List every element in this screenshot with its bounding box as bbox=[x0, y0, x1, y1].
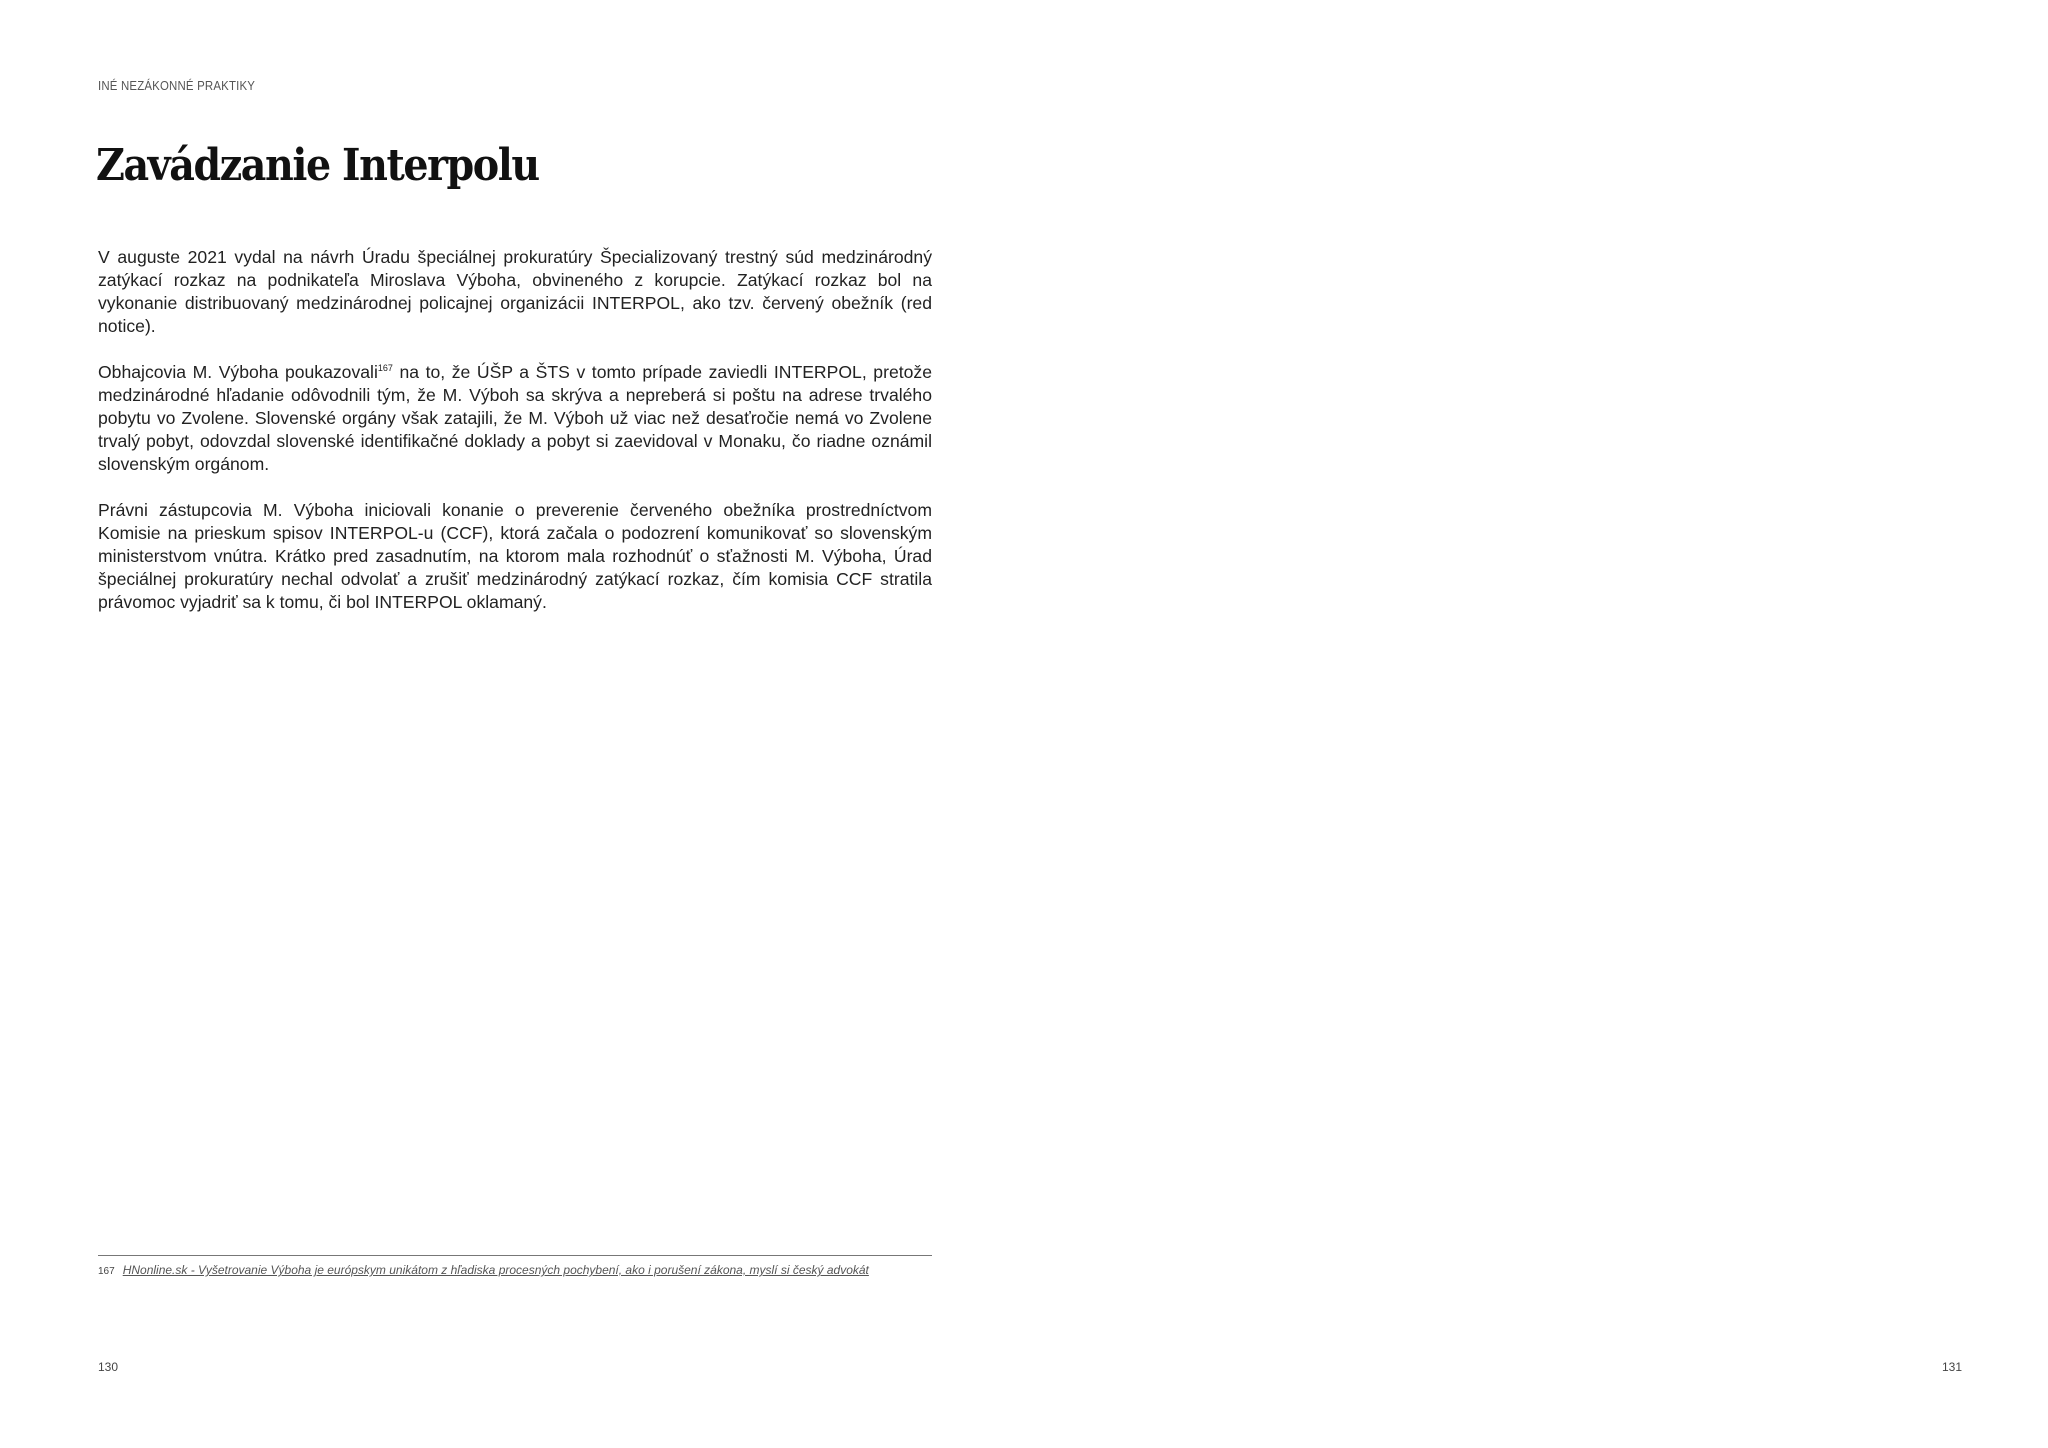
page-number-right: 131 bbox=[1942, 1360, 1963, 1374]
page-number-left: 130 bbox=[98, 1360, 119, 1374]
footnote-divider bbox=[98, 1255, 932, 1256]
paragraph-1: V auguste 2021 vydal na návrh Úradu špeciálnej prokuratúry Špecializovaný trestný súd medzinárodný zatýkací rozkaz na podnikateľa Miroslava Výboha, obvineného z korupcie. Zatýkací rozkaz bol na vykonanie distribuovaný medzinárodnej policajnej organizácii INTERPOL, ako tzv. červený obežník (red notice). bbox=[98, 247, 932, 336]
section-label: INÉ NEZÁKONNÉ PRAKTIKY bbox=[98, 78, 256, 93]
footnote-reference[interactable]: 167 bbox=[377, 363, 393, 373]
paragraph-2-rest: na to, že ÚŠP a ŠTS v tomto prípade zaviedli INTERPOL, pretože medzinárodné hľadanie odôvodnili tým, že M. Výboh sa skrýva a nepreberá si poštu na adrese trvalého pobytu vo Zvolene. Slovenské orgány však zatajili, že M. Výboh už viac než desaťročie nemá vo Zvolene trvalý pobyt, odovzdal slovenské identifikačné doklady a pobyt si zaevidoval v Monaku, čo riadne oznámil slovenským orgánom. bbox=[98, 362, 932, 474]
footnote-link[interactable]: HNonline.sk - Vyšetrovanie Výboha je európskym unikátom z hľadiska procesných pochybení, ako i porušení zákona, myslí si český advokát bbox=[122, 1263, 869, 1277]
footnote-number: 167 bbox=[98, 1266, 115, 1277]
paragraph-2 bbox=[98, 361, 932, 476]
footnote bbox=[98, 1263, 998, 1277]
article-body bbox=[98, 246, 932, 637]
paragraph-3: Právni zástupcovia M. Výboha iniciovali konanie o preverenie červeného obežníka prostredníctvom Komisie na prieskum spisov INTERPOL-u (CCF), ktorá začala o podozrení komunikovať so slovenským ministerstvom vnútra. Krátko pred zasadnutím, na ktorom mala rozhodnúť o sťažnosti M. Výboha, Úrad špeciálnej prokuratúry nechal odvolať a zrušiť medzinárodný zatýkací rozkaz, čím komisia CCF stratila právomoc vyjadriť sa k tomu, či bol INTERPOL oklamaný. bbox=[98, 500, 932, 612]
paragraph-2-start: Obhajcovia M. Výboha poukazovali bbox=[98, 362, 378, 382]
page-title: Zavádzanie Interpolu bbox=[96, 140, 539, 191]
